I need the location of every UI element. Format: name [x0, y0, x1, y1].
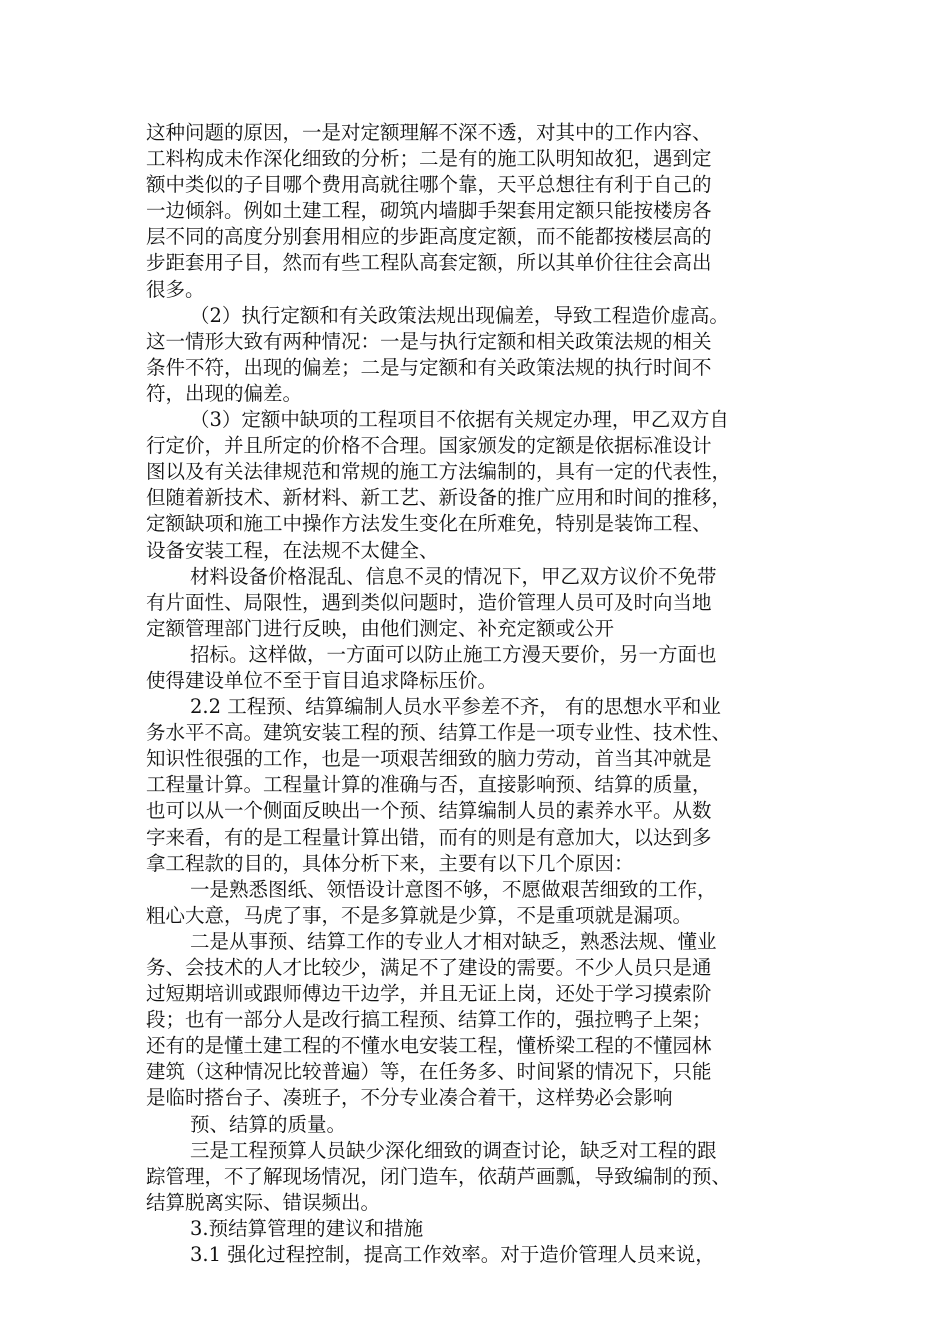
text-line: 拿工程款的目的，具体分析下来，主要有以下几个原因：: [146, 851, 634, 875]
text-line: 很多。: [146, 277, 205, 301]
text-line: 过短期培训或跟师傅边干边学，并且无证上岗，还处于学习摸索阶: [146, 982, 712, 1006]
text-line: 3.1 强化过程控制，提高工作效率。对于造价管理人员来说，: [190, 1243, 715, 1267]
text-line: 图以及有关法律规范和常规的施工方法编制的，具有一定的代表性，: [146, 460, 732, 484]
text-line: 条件不符，出现的偏差；二是与定额和有关政策法规的执行时间不: [146, 355, 712, 379]
text-line: 这一情形大致有两种情况：一是与执行定额和相关政策法规的相关: [146, 329, 712, 353]
text-line: 3.预结算管理的建议和措施: [190, 1216, 424, 1240]
text-line: 工料构成未作深化细致的分析；二是有的施工队明知故犯，遇到定: [146, 147, 712, 171]
text-line: 招标。这样做，一方面可以防止施工方漫天要价，另一方面也: [190, 642, 717, 666]
text-line: 还有的是懂土建工程的不懂水电安装工程，懂桥梁工程的不懂园林: [146, 1034, 712, 1058]
text-line: 额中类似的子目哪个费用高就往哪个靠，天平总想往有利于自己的: [146, 173, 712, 197]
text-line: 务、会技术的人才比较少，满足不了建设的需要。不少人员只是通: [146, 956, 712, 979]
text-line: 工程量计算。工程量计算的准确与否，直接影响预、结算的质量，: [146, 773, 712, 797]
text-line: 粗心大意，马虎了事，不是多算就是少算，不是重项就是漏项。: [146, 903, 693, 927]
text-line: 知识性很强的工作，也是一项艰苦细致的脑力劳动，首当其冲就是: [146, 747, 712, 771]
text-line: 设备安装工程，在法规不太健全、: [146, 538, 439, 562]
text-line: 是临时搭台子、凑班子，不分专业凑合着干，这样势必会影响: [146, 1086, 673, 1110]
text-line: 段；也有一部分人是改行搞工程预、结算工作的，强拉鸭子上架；: [146, 1008, 712, 1032]
text-line: 一是熟悉图纸、领悟设计意图不够，不愿做艰苦细致的工作，: [190, 877, 717, 901]
text-line: 建筑（这种情况比较普遍）等，在任务多、时间紧的情况下，只能: [146, 1060, 712, 1084]
text-line: 定额管理部门进行反映，由他们测定、补充定额或公开: [146, 616, 615, 640]
text-line: 步距套用子目，然而有些工程队高套定额，所以其单价往往会高出: [146, 251, 712, 275]
text-line: 定额缺项和施工中操作方法发生变化在所难免，特别是装饰工程、: [146, 512, 712, 536]
text-line: 二是从事预、结算工作的专业人才相对缺乏，熟悉法规、懂业: [190, 929, 717, 953]
text-line: 2.2 工程预、结算编制人员水平参差不齐， 有的思想水平和业: [190, 695, 721, 719]
text-line: 这种问题的原因，一是对定额理解不深不透，对其中的工作内容、: [146, 121, 712, 144]
text-line: 也可以从一个侧面反映出一个预、结算编制人员的素养水平。从数: [146, 799, 712, 823]
text-line: 层不同的高度分别套用相应的步距高度定额，而不能都按楼层高的: [146, 225, 712, 249]
body-text: [146, 120, 826, 1268]
text-line: 字来看，有的是工程量计算出错，而有的则是有意加大，以达到多: [146, 825, 712, 849]
text-line: 有片面性、局限性，遇到类似问题时，造价管理人员可及时向当地: [146, 590, 712, 614]
text-line: 务水平不高。建筑安装工程的预、结算工作是一项专业性、技术性、: [146, 721, 732, 745]
text-line: 结算脱离实际、错误频出。: [146, 1190, 381, 1214]
text-line: （2）执行定额和有关政策法规出现偏差，导致工程造价虚高。: [190, 303, 729, 327]
text-line: 但随着新技术、新材料、新工艺、新设备的推广应用和时间的推移，: [146, 486, 732, 510]
text-line: （3）定额中缺项的工程项目不依据有关规定办理，甲乙双方自: [190, 408, 729, 432]
text-line: 材料设备价格混乱、信息不灵的情况下，甲乙双方议价不免带: [190, 564, 717, 588]
text-line: 三是工程预算人员缺少深化细致的调查讨论，缺乏对工程的跟: [190, 1138, 717, 1162]
text-line: 预、结算的质量。: [190, 1112, 347, 1136]
text-line: 踪管理，不了解现场情况，闭门造车，依葫芦画瓢，导致编制的预、: [146, 1164, 732, 1188]
text-line: 行定价，并且所定的价格不合理。国家颁发的定额是依据标准设计: [146, 434, 712, 458]
text-line: 使得建设单位不至于盲目追求降标压价。: [146, 668, 498, 692]
text-line: 一边倾斜。例如土建工程，砌筑内墙脚手架套用定额只能按楼房各: [146, 199, 712, 223]
text-line: 符，出现的偏差。: [146, 381, 303, 405]
